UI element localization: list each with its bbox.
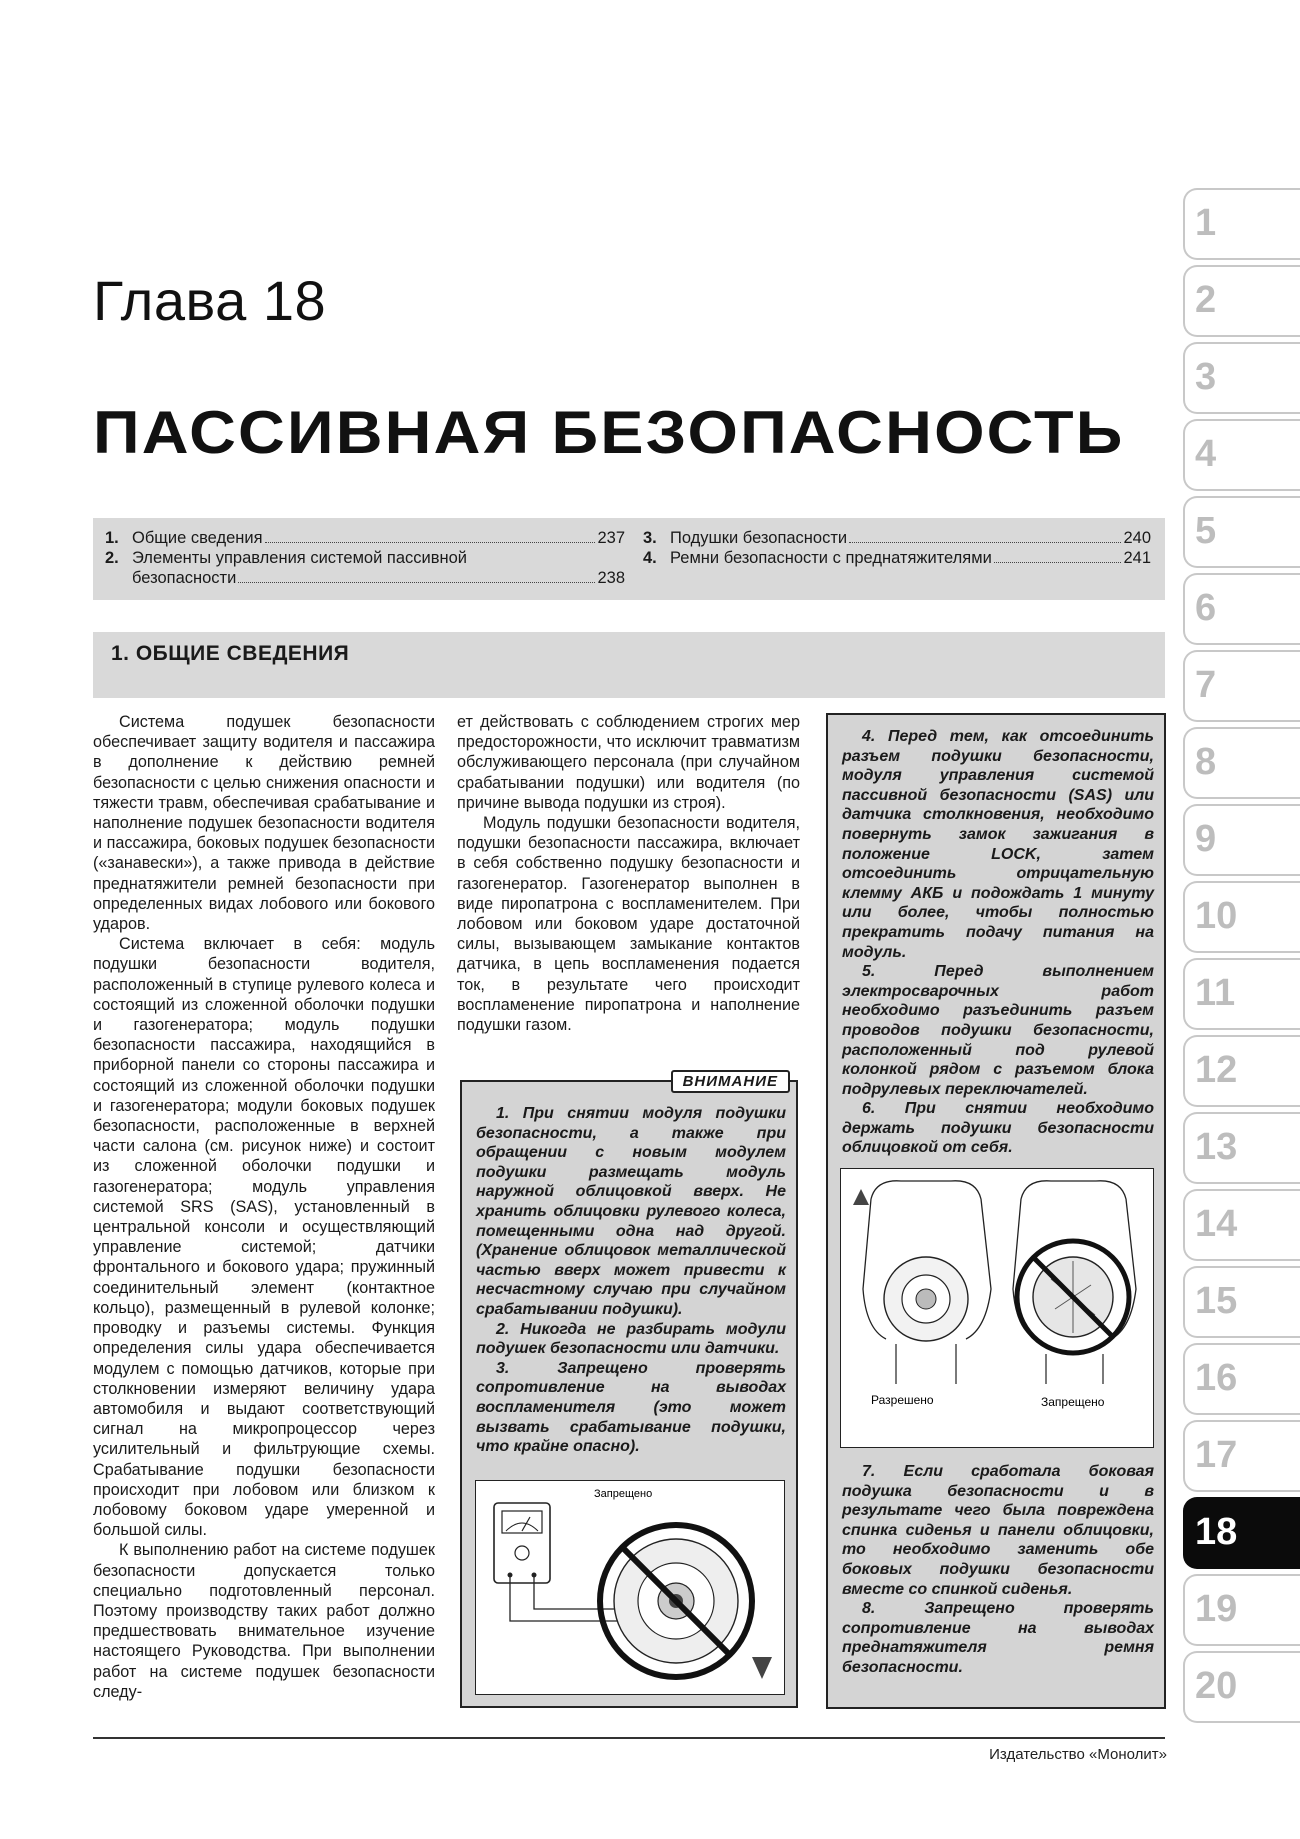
toc-entry[interactable] [643,548,1151,568]
figure-caption-forbidden: Запрещено [594,1488,653,1500]
body-column-1 [93,712,435,1702]
chapter-tab-20[interactable]: 20 [1183,1651,1300,1723]
toc-entry-number: 2. [105,549,119,567]
info-items-top [842,727,1154,1158]
figure-caption-allowed: Разрешено [871,1393,934,1407]
warning-box [460,1073,798,1708]
info-item: 4. Перед тем, как отсоединить разъем подушки безопасности, модуля управления системой пассивной безопасности (SAS) или датчика столкновения, необходимо повернуть замок зажигания в положение LOCK, затем отсоединить отрицательную клемму АКБ и подождать 1 минуту или более, чтобы полностью прекратить подачу питания на модуль. [842,728,1154,961]
toc-entry-continuation[interactable] [105,568,625,588]
warning-tag: ВНИМАНИЕ [671,1070,790,1093]
airbag-handling-illustration [841,1169,1152,1446]
chapter-tab-15[interactable]: 15 [1183,1266,1300,1338]
chapter-tab-11[interactable]: 11 [1183,958,1300,1030]
warning-item: 3. Запрещено проверять сопротивление на выводах воспламенителя (это может вызвать срабатывание подушки, что крайне опасно). [476,1359,786,1456]
paragraph: К выполнению работ на системе подушек безопасности допускается только специально подготовленный персонал. Поэтому производству таких работ должно предшествовать внимательное изучение настоящего Руководства. При выполнении работ на системе подушек безопасности следу- [93,1541,435,1701]
chapter-tab-10[interactable]: 10 [1183,881,1300,953]
toc-entry[interactable] [105,528,625,548]
paragraph: Система подушек безопасности обеспечивает защиту водителя и пассажира в дополнение к действию ремней безопасности с целью снижения опасности и тяжести травм, обеспечивая срабатывание и наполнение подушек безопасности водителя и пассажира, боковых подушек безопасности («занавески»), а также привода в действие преднатяжители ремней безопасности при определенных видах лобового или бокового ударов. [93,713,435,934]
chapter-contents [93,518,1165,600]
toc-column-left [105,528,625,588]
warning-text [476,1104,786,1457]
paragraph: Модуль подушки безопасности водителя, подушки безопасности пассажира, включает в себя собственно подушку безопасности и газогенератор. Газогенератор выполнен в виде пиропатрона с воспламенителем. При лобовом или боковом ударе достаточной силы, вызывающем замыкание контактов датчика, в цепь воспламенения подается ток, в результате чего происходит воспламенение пиропатрона и наполнение подушки газом. [457,814,800,1035]
chapter-tab-9[interactable]: 9 [1183,804,1300,876]
toc-leader-dots [238,569,595,583]
toc-entry-title: Элементы управления системой пассивной [132,549,468,567]
chapter-label: Глава 18 [93,269,327,332]
toc-entry[interactable] [105,548,625,568]
warning-item: 1. При снятии модуля подушки безопасности, а также при обращении с новым модулем подушки размещать модуль наружной облицовкой вверх. Не хранить облицовки рулевого колеса, помещенными одна над другой. (Хранение облицовок металлической частью вверх может привести к несчастному случаю при случайном срабатывании подушки). [476,1105,786,1318]
toc-entry[interactable] [643,528,1151,548]
footer-divider [93,1737,1165,1739]
toc-leader-dots [849,529,1121,543]
toc-entry-number: 1. [105,529,119,547]
toc-entry-number: 4. [643,549,657,567]
chapter-tab-1[interactable]: 1 [1183,188,1300,260]
info-item: 5. Перед выполнением электросварочных работ необходимо разъединить разъем проводов подушки безопасности, расположенный под рулевой колонкой рядом с разъемом блока подрулевых переключателей. [842,963,1154,1098]
body-column-2 [457,712,800,1035]
chapter-title: ПАССИВНАЯ БЕЗОПАСНОСТЬ [93,399,1125,466]
chapter-tab-12[interactable]: 12 [1183,1035,1300,1107]
toc-entry-title-cont: безопасности [132,569,237,587]
chapter-tab-8[interactable]: 8 [1183,727,1300,799]
chapter-tab-17[interactable]: 17 [1183,1420,1300,1492]
publisher-credit: Издательство «Монолит» [989,1746,1167,1763]
right-info-box [826,713,1166,1709]
chapter-tab-3[interactable]: 3 [1183,342,1300,414]
toc-leader-dots [265,529,596,543]
toc-entry-page: 241 [1123,549,1151,567]
toc-leader-dots [994,549,1122,563]
info-items-bottom [842,1462,1154,1678]
section-bar [93,632,1165,698]
toc-entry-title: Общие сведения [132,529,263,547]
chapter-tab-4[interactable]: 4 [1183,419,1300,491]
chapter-tab-13[interactable]: 13 [1183,1112,1300,1184]
chapter-tab-7[interactable]: 7 [1183,650,1300,722]
toc-entry-page: 237 [597,529,625,547]
toc-column-right [643,528,1151,568]
figure-airbag-handling [840,1168,1154,1448]
chapter-tab-5[interactable]: 5 [1183,496,1300,568]
chapter-tab-19[interactable]: 19 [1183,1574,1300,1646]
info-item: 8. Запрещено проверять сопротивление на выводах преднатяжителя ремня безопасности. [842,1600,1154,1676]
chapter-tab-14[interactable]: 14 [1183,1189,1300,1261]
info-item: 7. Если сработала боковая подушка безопасности и в результате чего была повреждена спинка сиденья и панели облицовки, то необходимо заменить обе боковых подушки безопасности вместе со спинкой сиденья. [842,1463,1154,1598]
chapter-tab-6[interactable]: 6 [1183,573,1300,645]
chapter-tab-2[interactable]: 2 [1183,265,1300,337]
toc-entry-page: 240 [1123,529,1151,547]
figure-multimeter-airbag [475,1480,785,1695]
info-item: 6. При снятии необходимо держать подушки безопасности облицовкой от себя. [842,1100,1154,1157]
paragraph: Система включает в себя: модуль подушки безопасности водителя, расположенный в ступице рулевого колеса и состоящий из сложенной оболочки подушки и газогенератора; модуль подушки безопасности пассажира, находящийся в приборной панели со стороны пассажира и состоящий из сложенной оболочки подушки и газогенератора; модули боковых подушек безопасности, расположенные в верхней части салона (см. рисунок ниже) и состоит из сложенной оболочки подушки и газогенератора; модуль управления системой SRS (SAS), установленный в центральной консоли и осуществляющий управление системой; датчики фронтального и бокового удара; пружинный соединительный элемент (контактное кольцо), размещенный в рулевой колонке; проводку и разъемы системы. Функция определения силы удара обеспечивается модулем с помощью датчиков, которые при столкновении измеряют величину удара автомобиля и выдают соответствующий сигнал на микропроцессор через усилительный и фильтрующие схемы. Срабатывание подушки безопасности происходит при лобовом или близком к лобовому боковом ударе умеренной и большой силы. [93,935,435,1540]
paragraph: ет действовать с соблюдением строгих мер предосторожности, что исключит травматизм обслуживающего персонала (при случайном срабатывании подушки) или водителя (по причине вывода подушки из строя). [457,713,800,812]
multimeter-airbag-illustration [476,1481,783,1693]
toc-entry-title: Подушки безопасности [670,529,848,547]
warning-item: 2. Никогда не разбирать модули подушек безопасности или датчики. [476,1320,786,1358]
section-heading: 1. ОБЩИЕ СВЕДЕНИЯ [111,642,350,665]
chapter-tab-18[interactable]: 18 [1183,1497,1300,1569]
toc-entry-number: 3. [643,529,657,547]
chapter-tab-16[interactable]: 16 [1183,1343,1300,1415]
figure-caption-forbidden-2: Запрещено [1041,1395,1105,1409]
toc-entry-title: Ремни безопасности с преднатяжителями [670,549,992,567]
toc-entry-page: 238 [597,569,625,587]
